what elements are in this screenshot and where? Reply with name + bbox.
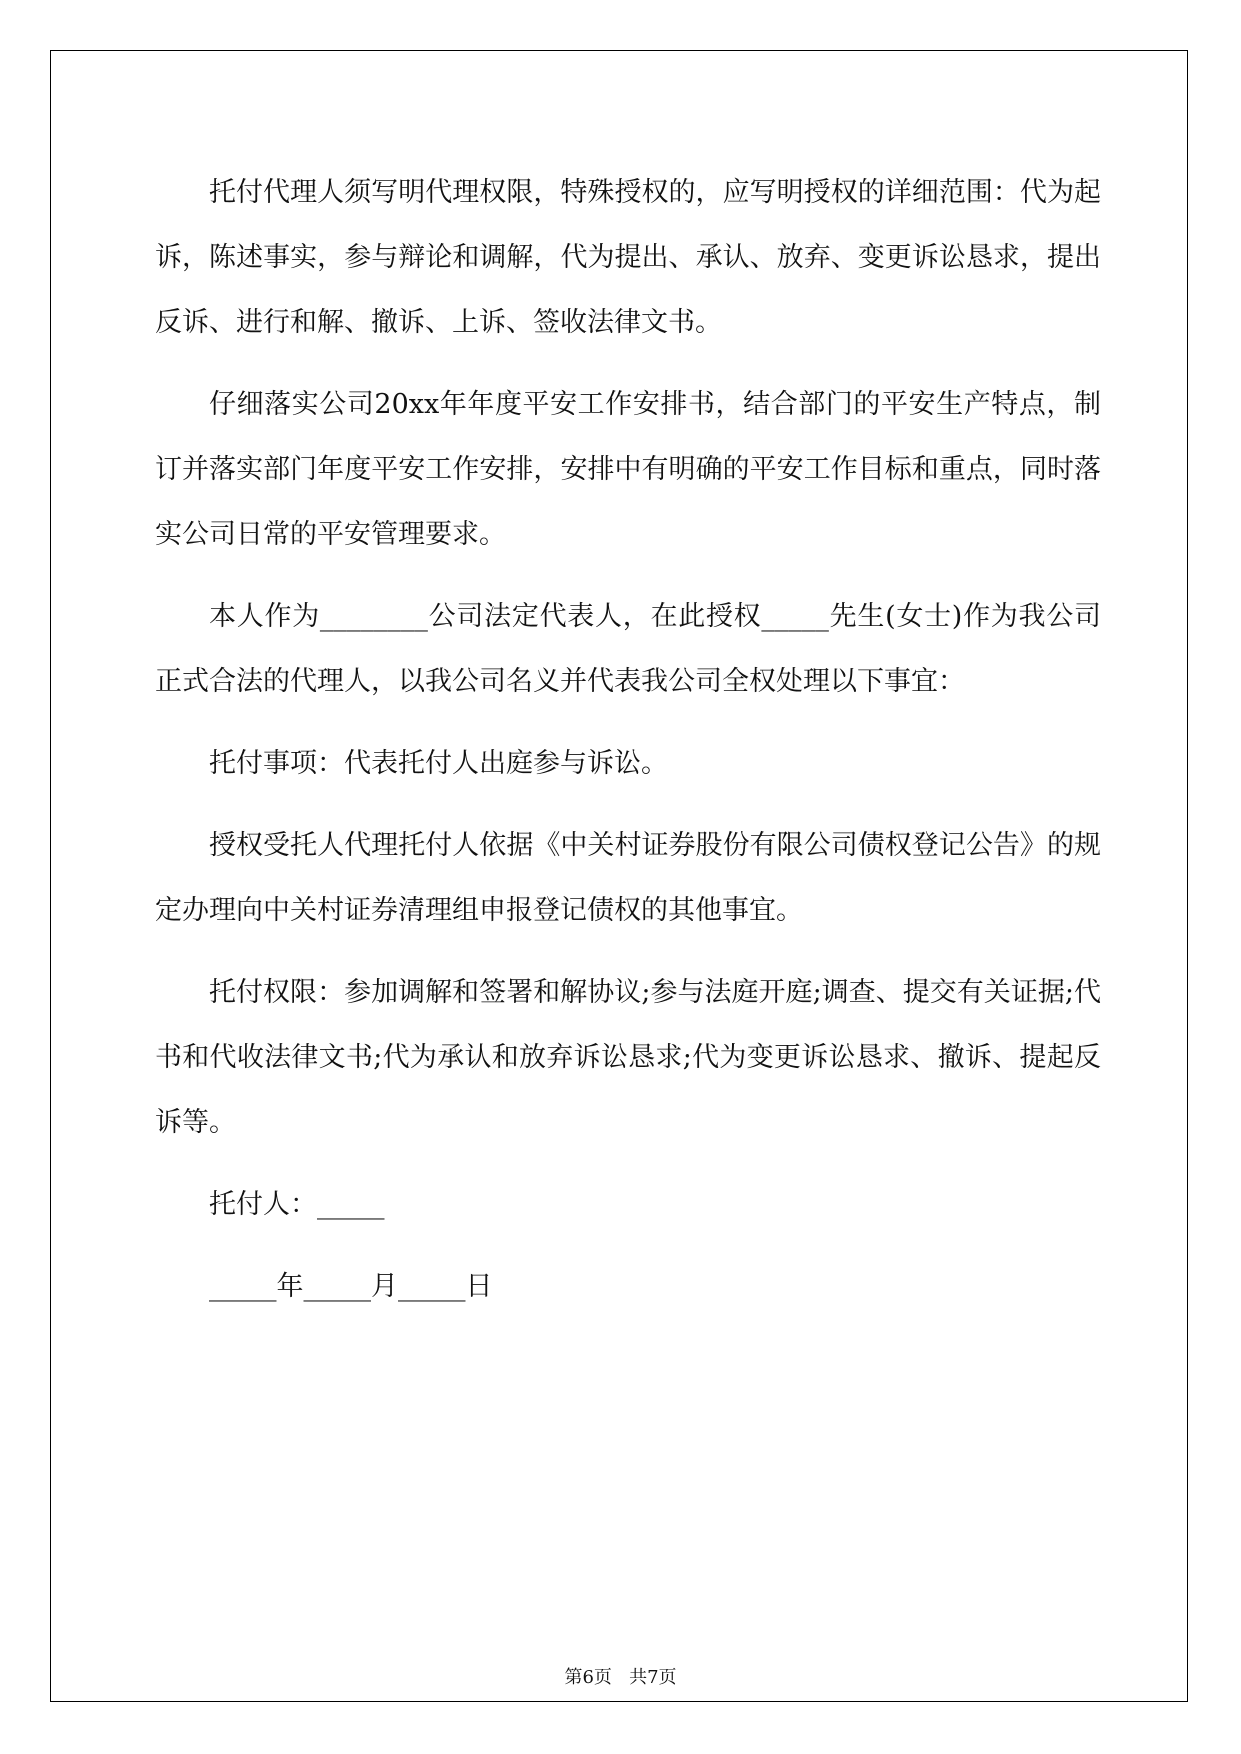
page-number: 第6页: [564, 1667, 612, 1688]
paragraph-entrusted-matter: 托付事项：代表托付人出庭参与诉讼。: [209, 748, 668, 779]
paragraph-safety-plan: 仔细落实公司20xx年年度平安工作安排书，结合部门的平安生产特点，制订并落实部门年度平安工作安排，安排中有明确的平安工作目标和重点，同时落实公司日常的平安管理要求。: [155, 389, 1101, 550]
date-line: _____年_____月_____日: [209, 1271, 493, 1302]
document-body: [155, 160, 1101, 1336]
paragraph-claim-registration: 授权受托人代理托付人依据《中关村证券股份有限公司债权登记公告》的规定办理向中关村证券清理组申报登记债权的其他事宜。: [155, 830, 1101, 926]
paragraph-authorization: 本人作为________公司法定代表人，在此授权_____先生(女士)作为我公司正式合法的代理人，以我公司名义并代表我公司全权处理以下事宜：: [155, 601, 1101, 697]
paragraph-authority-scope: 托付代理人须写明代理权限，特殊授权的，应写明授权的详细范围：代为起诉，陈述事实，参与辩论和调解，代为提出、承认、放弃、变更诉讼恳求，提出反诉、进行和解、撤诉、上诉、签收法律文书。: [155, 177, 1101, 338]
page-footer: [0, 1663, 1241, 1689]
signature-line: 托付人：_____: [209, 1189, 385, 1220]
paragraph-entrusted-powers: 托付权限：参加调解和签署和解协议;参与法庭开庭;调查、提交有关证据;代书和代收法律文书;代为承认和放弃诉讼恳求;代为变更诉讼恳求、撤诉、提起反诉等。: [155, 977, 1101, 1138]
page-total: 共7页: [629, 1667, 677, 1688]
